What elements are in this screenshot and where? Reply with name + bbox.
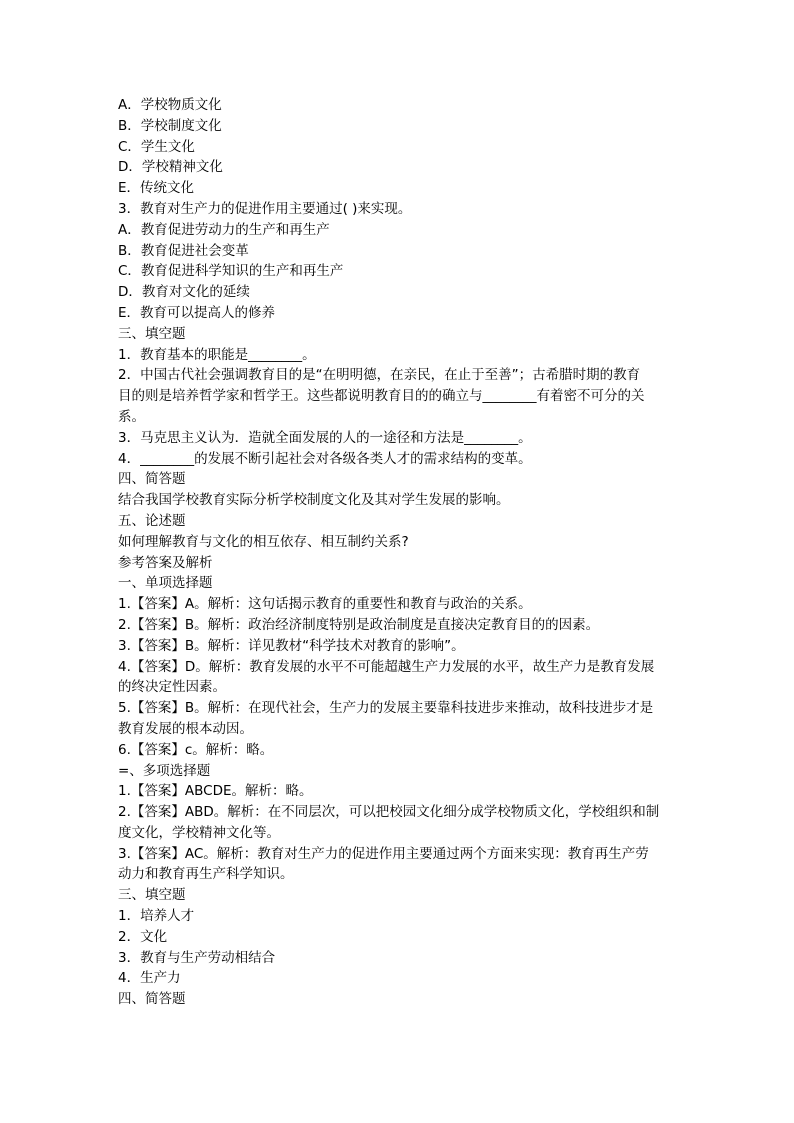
text-line: 如何理解教育与文化的相互依存、相互制约关系? xyxy=(118,533,409,550)
text-line: D．学校精神文化 xyxy=(118,159,223,176)
text-line: 1．培养人才 xyxy=(118,908,195,925)
text-line: 3.【答案】B。解析：详见教材“科学技术对教育的影响”。 xyxy=(118,637,465,654)
document-body xyxy=(118,95,678,1010)
text-line: 5.【答案】B。解析：在现代社会，生产力的发展主要靠科技进步来推动，故科技进步才是 xyxy=(118,700,654,717)
text-line: 参考答案及解析 xyxy=(118,554,213,571)
text-line: 3.【答案】AC。解析：教育对生产力的促进作用主要通过两个方面来实现：教育再生产劳 xyxy=(118,845,649,862)
text-line: C．教育促进科学知识的生产和再生产 xyxy=(118,263,344,280)
text-line: 4．生产力 xyxy=(118,970,181,987)
text-line: 2．文化 xyxy=(118,928,168,945)
text-line: B．教育促进社会变革 xyxy=(118,242,249,259)
text-line: 五、论述题 xyxy=(118,512,186,529)
text-line: 6.【答案】c。解析：略。 xyxy=(118,741,274,758)
text-line: 1.【答案】ABCDE。解析：略。 xyxy=(118,783,313,800)
text-line: 1.【答案】A。解析：这句话揭示教育的重要性和教育与政治的关系。 xyxy=(118,596,532,613)
text-line: A．教育促进劳动力的生产和再生产 xyxy=(118,221,330,238)
text-line: 一、单项选择题 xyxy=(118,575,213,592)
text-line: 结合我国学校教育实际分析学校制度文化及其对学生发展的影响。 xyxy=(118,492,510,509)
text-line: 系。 xyxy=(118,408,145,425)
text-line: E．传统文化 xyxy=(118,180,195,197)
text-line: 3．教育与生产劳动相结合 xyxy=(118,949,276,966)
text-line: D．教育对文化的延续 xyxy=(118,284,250,301)
text-line: 教育发展的根本动因。 xyxy=(118,720,253,737)
text-line: 四、简答题 xyxy=(118,471,186,488)
text-line: 3．马克思主义认为．造就全面发展的人的一途径和方法是________。 xyxy=(118,429,532,446)
text-line: 3．教育对生产力的促进作用主要通过( )来实现。 xyxy=(118,200,412,217)
text-line: E．教育可以提高人的修养 xyxy=(118,304,276,321)
text-line: B．学校制度文化 xyxy=(118,117,222,134)
text-line: 2.【答案】ABD。解析：在不同层次，可以把校园文化细分成学校物质文化，学校组织和制 xyxy=(118,804,660,821)
text-line: 三、填空题 xyxy=(118,887,186,904)
text-line: 2．中国古代社会强调教育目的是“在明明德，在亲民，在止于至善”；古希腊时期的教育 xyxy=(118,367,641,384)
text-line: 1．教育基本的职能是________。 xyxy=(118,346,316,363)
text-line: =、多项选择题 xyxy=(118,762,211,779)
text-line: C．学生文化 xyxy=(118,138,195,155)
text-line: 4.【答案】D。解析：教育发展的水平不可能超越生产力发展的水平，故生产力是教育发展 xyxy=(118,658,655,675)
text-line: 的终决定性因素。 xyxy=(118,679,226,696)
text-line: 2.【答案】B。解析：政治经济制度特别是政治制度是直接决定教育目的的因素。 xyxy=(118,616,600,633)
text-line: A．学校物质文化 xyxy=(118,97,222,113)
text-line: 目的则是培养哲学家和哲学王。这些都说明教育目的的确立与________有着密不可分的关 xyxy=(118,388,645,405)
text-line: 4．________的发展不断引起社会对各级各类人才的需求结构的变革。 xyxy=(118,450,532,467)
text-line: 三、填空题 xyxy=(118,325,186,342)
text-line: 动力和教育再生产科学知识。 xyxy=(118,866,294,883)
text-line: 度文化，学校精神文化等。 xyxy=(118,824,280,841)
text-line: 四、简答题 xyxy=(118,991,186,1008)
